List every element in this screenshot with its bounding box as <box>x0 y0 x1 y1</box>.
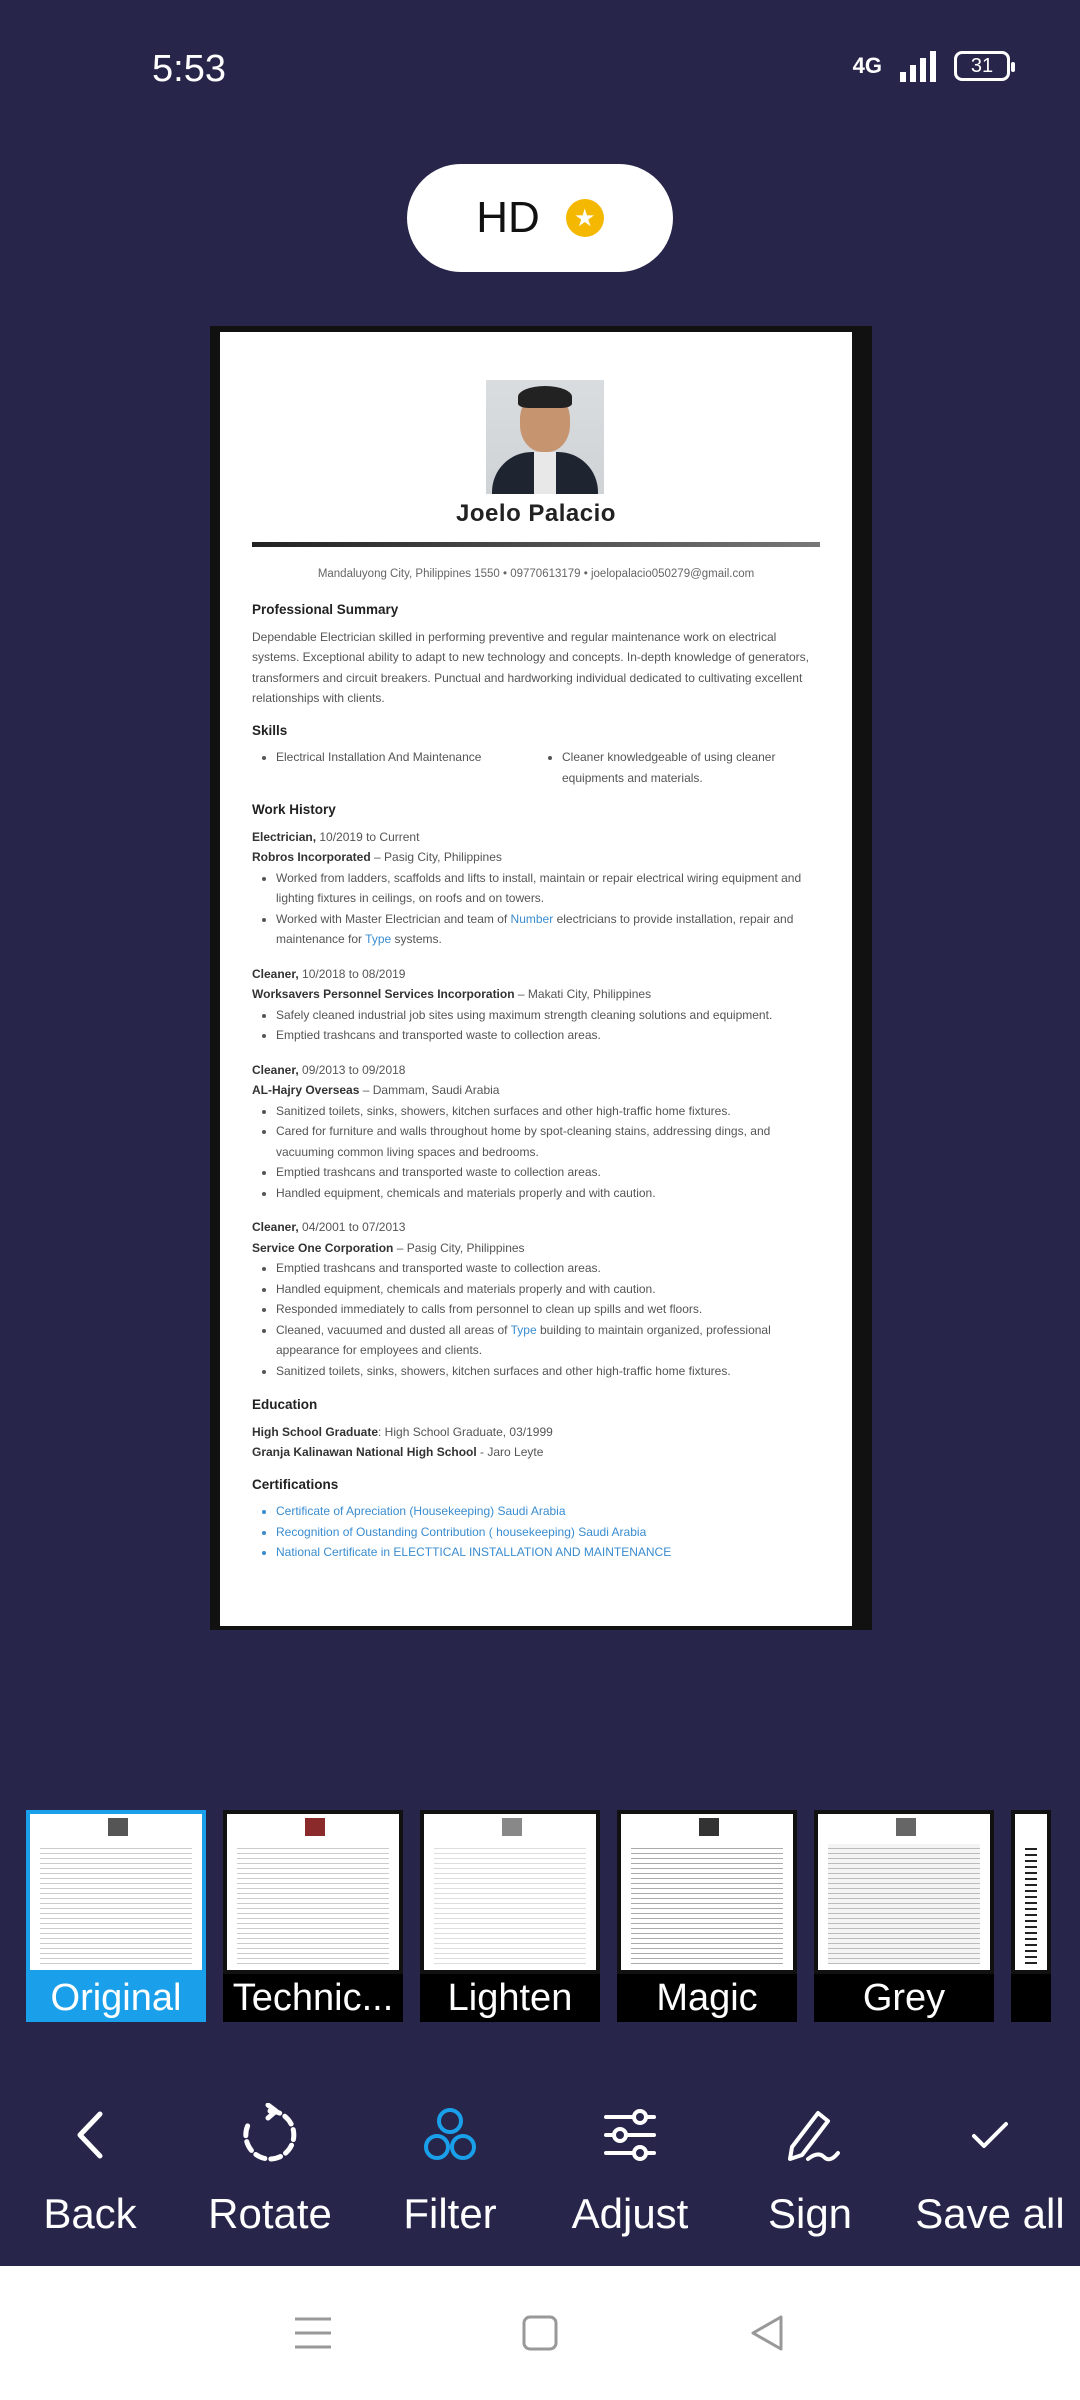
filter-label: Technic... <box>223 1974 403 2022</box>
section-heading: Professional Summary <box>252 602 399 617</box>
document-preview[interactable] <box>210 326 872 1630</box>
status-time: 5:53 <box>152 48 226 90</box>
resume-name: Joelo Palacio <box>456 500 616 527</box>
back-nav-button[interactable] <box>737 2303 797 2363</box>
job-bullet: • Responded immediately to calls from personnel to clean up spills and wet floors. <box>276 1299 824 1320</box>
status-icons <box>853 50 1010 82</box>
section-heading: Work History <box>252 802 336 817</box>
filter-thumbnail <box>26 1810 206 1974</box>
rotate-label: Rotate <box>208 2190 332 2237</box>
job-bullet: • Emptied trashcans and transported waste to collection areas. <box>276 1258 824 1279</box>
job-dates: 10/2018 to 08/2019 <box>298 966 406 981</box>
adjust-button[interactable] <box>540 2080 720 2260</box>
resume-contact: Mandaluyong City, Philippines 1550 • 09770613179 • joelopalacio050279@gmail.com <box>317 568 755 580</box>
menu-nav-button[interactable] <box>283 2303 343 2363</box>
filter-label: Original <box>26 1974 206 2022</box>
cert-item: • Recognition of Oustanding Contribution ( housekeeping) Saudi Arabia <box>276 1522 824 1543</box>
adjust-label: Adjust <box>571 2190 689 2237</box>
filter-label: Grey <box>814 1974 994 2022</box>
cert-item: • National Certificate in ELECTTICAL INSTALLATION AND MAINTENANCE <box>276 1542 824 1563</box>
cert-item: • Certificate of Apreciation (Housekeeping) Saudi Arabia <box>276 1501 824 1522</box>
bottom-toolbar <box>0 2080 1080 2260</box>
job-bullet: • Worked from ladders, scaffolds and lifts to install, maintain or repair electrical wiring equipment and lighting fixtures in ceilings, on roofs and on towers. <box>276 868 824 909</box>
job-location: – Makati City, Philippines <box>514 987 652 1001</box>
back-triangle-icon <box>749 2314 785 2352</box>
rotate-button[interactable] <box>180 2080 360 2260</box>
filter-label <box>1011 1974 1051 2022</box>
job-dates: 04/2001 to 07/2013 <box>298 1220 406 1234</box>
job-bullet: • Cleaned, vacuumed and dusted all areas of Type building to maintain organized, professional appearance for employees and clients. <box>276 1320 824 1361</box>
section-heading: Skills <box>252 722 288 738</box>
status-bar <box>0 0 1080 140</box>
job-location: – Pasig City, Philippines <box>393 1240 525 1255</box>
job-bullet: • Cared for furniture and walls throughout home by spot-cleaning stains, addressing dings, and vacuuming common living spaces and bedrooms. <box>276 1121 824 1162</box>
job-entry <box>252 827 824 950</box>
job-location: – Dammam, Saudi Arabia <box>359 1083 500 1097</box>
filter-icon <box>360 2100 540 2170</box>
chevron-left-icon <box>0 2100 180 2170</box>
signal-icon <box>900 50 936 82</box>
job-company: Service One Corporation <box>252 1240 394 1255</box>
filter-thumbnail <box>1011 1810 1051 1974</box>
save-all-label: Save all <box>915 2190 1065 2237</box>
filter-grey[interactable] <box>814 1810 994 2022</box>
job-title: Electrician, <box>252 829 317 844</box>
battery-icon <box>954 51 1010 81</box>
summary-text: Dependable Electrician skilled in performing preventive and regular maintenance work on electrical systems. Exceptional ability to adapt to new technology and concepts. In-depth knowledge of generators, transformers and circuit breakers. Punctual and hardworking individual dedicated to cultivating excellent relationships with clients. <box>252 629 810 705</box>
education-item: Granja Kalinawan National High School - Jaro Leyte <box>252 1445 544 1459</box>
sliders-icon <box>540 2100 720 2170</box>
premium-star-icon: ★ <box>566 199 604 237</box>
skills-list <box>252 747 824 788</box>
sign-button[interactable] <box>720 2080 900 2260</box>
skill-item: • Electrical Installation And Maintenance <box>276 747 538 768</box>
menu-icon <box>293 2315 333 2351</box>
job-bullet: • Worked with Master Electrician and team of Number electricians to provide installation, repair and maintenance for Type systems. <box>276 909 824 950</box>
job-bullet: • Emptied trashcans and transported waste to collection areas. <box>276 1025 824 1046</box>
filter-button[interactable] <box>360 2080 540 2260</box>
filter-thumbnail <box>814 1810 994 1974</box>
network-type: 4G <box>852 53 882 78</box>
battery-level: 31 <box>970 54 994 77</box>
filter-label: Filter <box>403 2190 497 2237</box>
filter-technical[interactable] <box>223 1810 403 2022</box>
back-button[interactable] <box>0 2080 180 2260</box>
rotate-icon <box>180 2100 360 2170</box>
filter-more[interactable] <box>1011 1810 1051 2022</box>
job-bullet: • Handled equipment, chemicals and materials properly and with caution. <box>276 1279 824 1300</box>
filter-strip[interactable] <box>26 1810 1080 2022</box>
job-dates: 10/2019 to Current <box>316 829 420 844</box>
filter-label: Lighten <box>420 1974 600 2022</box>
document-page <box>220 332 852 1626</box>
resume-body <box>252 600 824 1563</box>
filter-magic[interactable] <box>617 1810 797 2022</box>
job-bullet: • Sanitized toilets, sinks, showers, kitchen surfaces and other high-traffic home fixtures. <box>276 1101 824 1122</box>
job-location: – Pasig City, Philippines <box>370 850 502 864</box>
job-dates: 09/2013 to 09/2018 <box>298 1062 406 1077</box>
home-square-icon <box>522 2315 558 2351</box>
filter-lighten[interactable] <box>420 1810 600 2022</box>
home-nav-button[interactable] <box>510 2303 570 2363</box>
job-entry <box>252 1217 824 1381</box>
job-company: AL-Hajry Overseas <box>252 1083 360 1097</box>
job-entry <box>252 1060 824 1204</box>
section-heading: Certifications <box>252 1476 339 1492</box>
job-title: Cleaner, <box>252 1220 299 1234</box>
job-bullet: • Emptied trashcans and transported waste to collection areas. <box>276 1162 824 1183</box>
education-item: High School Graduate: High School Graduate, 03/1999 <box>252 1424 553 1439</box>
job-bullet: • Handled equipment, chemicals and materials properly and with caution. <box>276 1183 824 1204</box>
filter-thumbnail <box>223 1810 403 1974</box>
job-title: Cleaner, <box>252 1062 299 1077</box>
job-bullet: • Safely cleaned industrial job sites using maximum strength cleaning solutions and equipment. <box>276 1005 824 1026</box>
filter-thumbnail <box>617 1810 797 1974</box>
filter-thumbnail <box>420 1810 600 1974</box>
job-bullet: • Sanitized toilets, sinks, showers, kitchen surfaces and other high-traffic home fixtures. <box>276 1361 824 1382</box>
filter-original[interactable] <box>26 1810 206 2022</box>
name-divider <box>252 542 820 547</box>
hd-label: HD <box>476 193 540 242</box>
checkmark-icon <box>900 2100 1080 2170</box>
system-nav-bar <box>0 2266 1080 2400</box>
filter-label: Magic <box>617 1974 797 2022</box>
job-title: Cleaner, <box>252 966 299 981</box>
section-heading: Education <box>252 1397 318 1412</box>
skill-item: • Cleaner knowledgeable of using cleaner equipments and materials. <box>562 747 824 788</box>
job-company: Robros Incorporated <box>252 850 371 864</box>
hd-button[interactable] <box>407 164 673 272</box>
pen-icon <box>720 2100 900 2170</box>
job-company: Worksavers Personnel Services Incorporation <box>252 987 515 1001</box>
back-label: Back <box>43 2190 137 2237</box>
sign-label: Sign <box>767 2190 853 2237</box>
save-all-button[interactable] <box>900 2080 1080 2260</box>
profile-photo <box>486 380 604 494</box>
job-entry <box>252 964 824 1046</box>
